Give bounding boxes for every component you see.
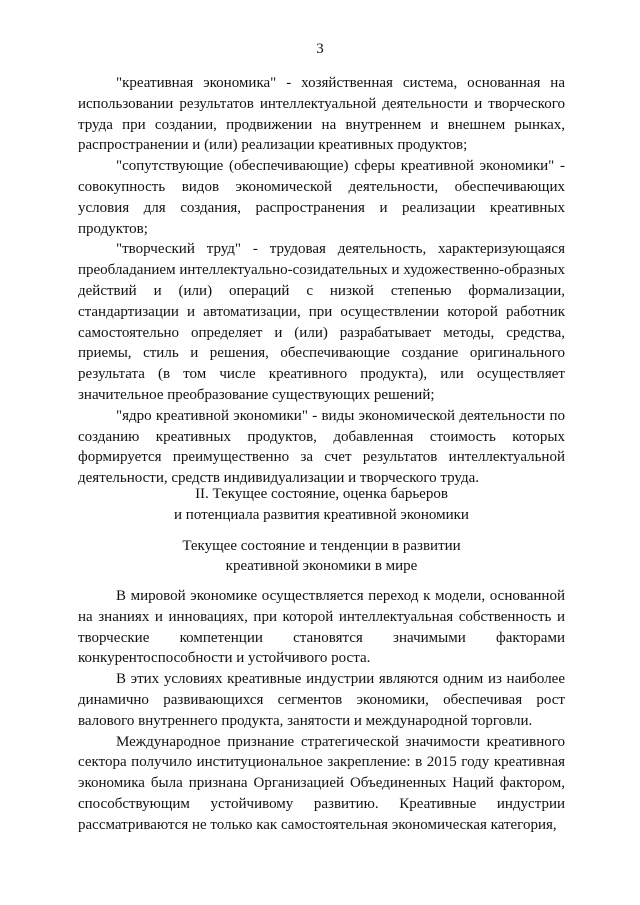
- page-number: 3: [316, 41, 324, 57]
- definition-paragraph: "ядро креативной экономики" - виды экономической деятельности по созданию креативных продуктов, добавленная стоимость которых формируется преимущественно за счет результатов интеллектуальной деятельности, средств индивидуализации и творческого труда.: [78, 407, 565, 487]
- body-paragraph: Международное признание стратегической значимости креативного сектора получило институциональное закрепление: в 2015 году креативная экономика была признана Организацией Объединенных Наций фактором, способствующим устойчивому развитию. Креативные индустрии рассматриваются не только как самостоятельная экономическая категория,: [78, 733, 565, 833]
- definition-paragraph: "сопутствующие (обеспечивающие) сферы креативной экономики" - совокупность видов экономической деятельности, обеспечивающих условия для создания, распространения и реализации креативных продуктов;: [78, 158, 565, 237]
- body-paragraph: В мировой экономике осуществляется переход к модели, основанной на знаниях и инновациях, при которой интеллектуальная собственность и творческие компетенции становятся значимыми факторами конкурентоспособности и устойчивого роста.: [78, 588, 565, 667]
- headings-block: [78, 484, 565, 577]
- body-paragraph: В этих условиях креативные индустрии являются одним из наиболее динамично развивающихся сегментов экономики, обеспечивая рост валового внутреннего продукта, занятости и международной торговли.: [78, 671, 565, 729]
- subsection-heading-line: креативной экономики в мире: [225, 558, 418, 575]
- subsection-heading: [78, 536, 565, 578]
- section-heading-line: II. Текущее состояние, оценка барьеров: [195, 486, 448, 502]
- section-heading-line: и потенциала развития креативной экономики: [174, 506, 469, 523]
- body-paragraphs: [78, 586, 565, 836]
- subsection-heading-line: Текущее состояние и тенденции в развитии: [182, 537, 461, 554]
- definition-paragraph: "творческий труд" - трудовая деятельность, характеризующаяся преобладанием интеллектуально-созидательных и художественно-образных действий и (или) операций с низкой степенью формализации, стандартизации и автоматизации, при осуществлении которой работник самостоятельно определяет и (или) разрабатывает методы, средства, приемы, стиль и решения, обеспечивающие создание оригинального результата (в том числе креативного продукта), или осуществляет значительное преобразование существующих решений;: [78, 241, 565, 403]
- definitions-block: [78, 73, 565, 489]
- definition-paragraph: "креативная экономика" - хозяйственная система, основанная на использовании результатов интеллектуальной деятельности и творческого труда при создании, продвижении на внутреннем и внешнем рынках, распространении и (или) реализации креативных продуктов;: [78, 75, 565, 154]
- section-heading: [78, 484, 565, 526]
